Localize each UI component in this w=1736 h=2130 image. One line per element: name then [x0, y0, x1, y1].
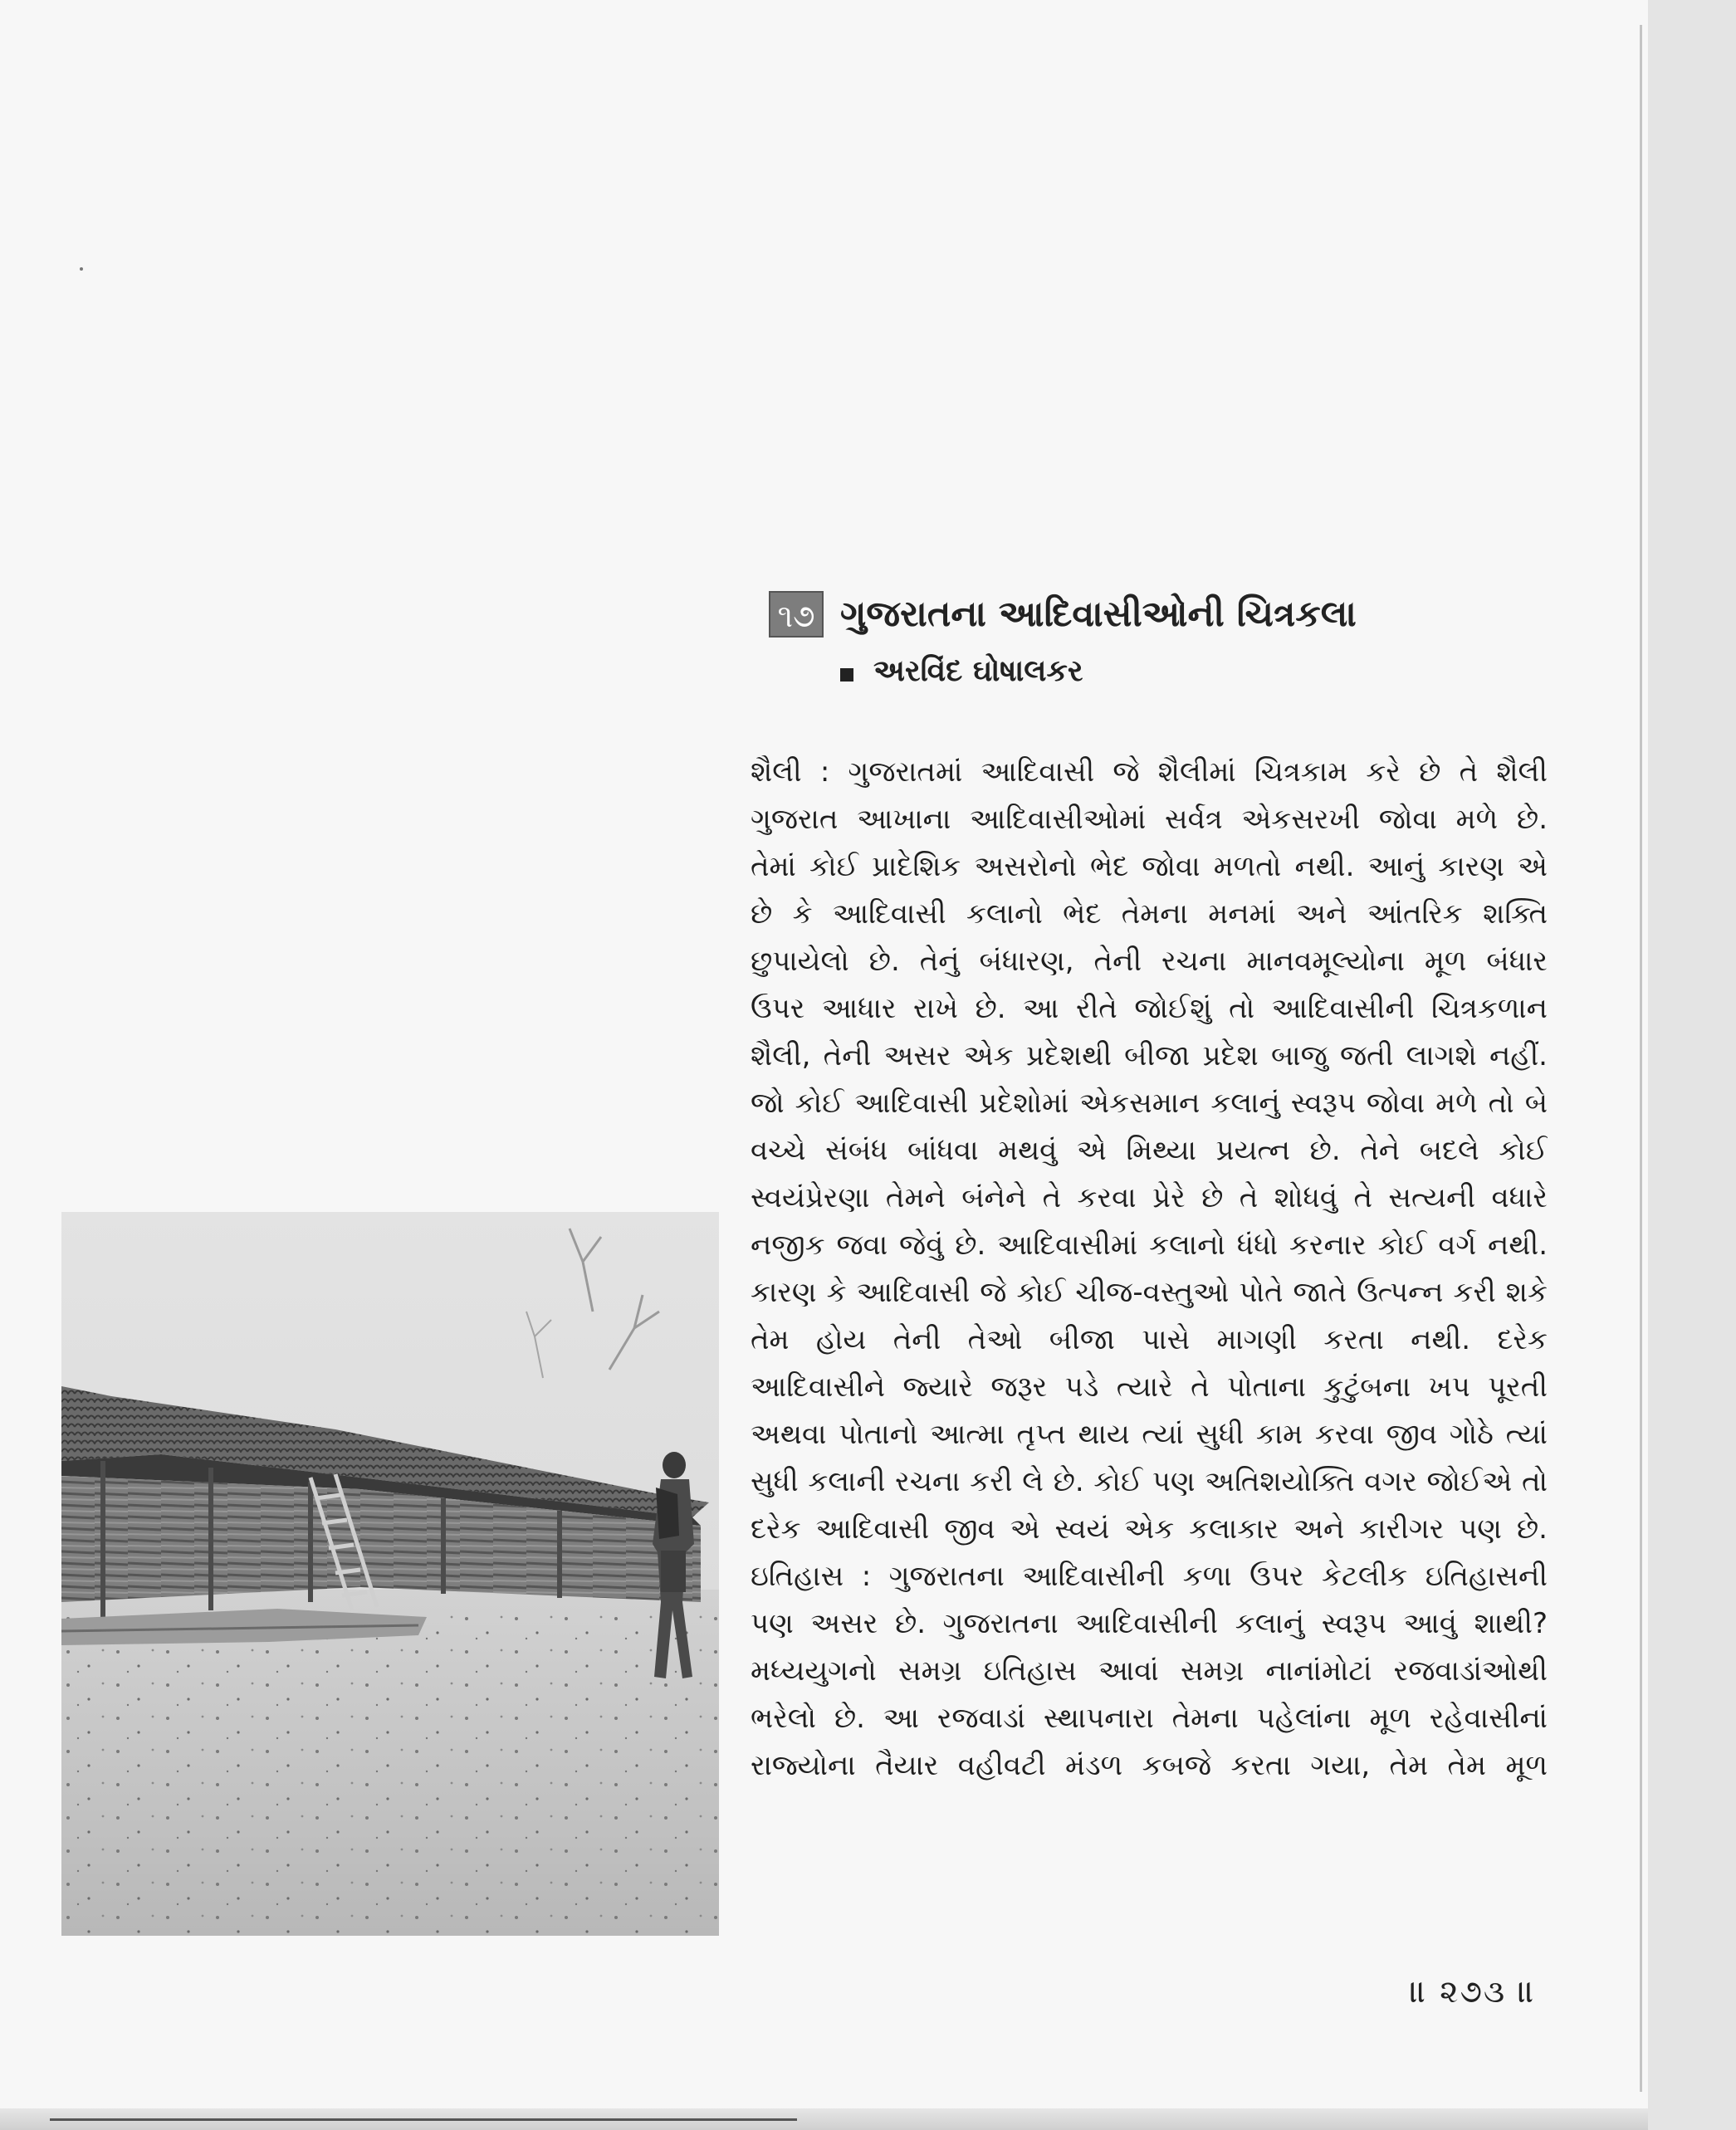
body-line: નજીક જવા જેવું છે. આદિવાસીમાં કલાનો ધંધો કરનાર કોઈ વર્ગ નથી.	[751, 1229, 1548, 1262]
body-line: સ્વયંપ્રેરણા તેમને બંનેને તે કરવા પ્રેરે છે તે શોધવું તે સત્યની વધારે	[751, 1181, 1548, 1214]
body-line: શૈલી, તેની અસર એક પ્રદેશથી બીજા પ્રદેશ બાજુ જતી લાગશે નહીં.	[751, 1039, 1548, 1072]
body-line: શૈલી : ગુજરાતમાં આદિવાસી જે શૈલીમાં ચિત્રકામ કરે છે તે શૈલી	[751, 755, 1548, 789]
body-line: તેમ હોય તેની તેઓ બીજા પાસે માગણી કરતા નથી. દરેક	[751, 1323, 1548, 1356]
body-line: આદિવાસીને જ્યારે જરૂર પડે ત્યારે તે પોતાના કુટુંબના ખપ પૂરતી	[751, 1370, 1548, 1404]
photograph-tribal-hut	[61, 1212, 719, 1936]
body-line: ઇતિહાસ : ગુજરાતના આદિવાસીની કળા ઉપર કેટલીક ઇતિહાસની	[751, 1560, 1548, 1593]
body-line: કારણ કે આદિવાસી જે કોઈ ચીજ-વસ્તુઓ પોતે જાતે ઉત્પન્ન કરી શકે	[751, 1276, 1548, 1309]
body-line: જો કોઈ આદિવાસી પ્રદેશોમાં એકસમાન કલાનું સ્વરૂપ જોવા મળે તો બે	[751, 1087, 1548, 1120]
speck	[80, 267, 83, 271]
body-line: ભરેલો છે. આ રજવાડાં સ્થાપનારા તેમના પહેલાંના મૂળ રહેવાસીનાં	[751, 1702, 1548, 1735]
body-line: તેમાં કોઈ પ્રાદેશિક અસરોનો ભેદ જોવા મળતો નથી. આનું કારણ એ	[751, 850, 1548, 883]
author-line	[840, 651, 1083, 692]
chapter-title: ગુજરાતના આદિવાસીઓની ચિત્રકલા	[840, 594, 1357, 635]
body-line: ગુજરાત આખાના આદિવાસીઓમાં સર્વત્ર એકસરખી જોવા મળે છે.	[751, 803, 1548, 836]
body-line: સુધી કલાની રચના કરી લે છે. કોઈ પણ અતિશયોક્તિ વગર જોઈએ તો	[751, 1465, 1548, 1498]
scan-right-margin	[1648, 0, 1736, 2130]
body-line: મધ્યયુગનો સમગ્ર ઇતિહાસ આવાં સમગ્ર નાનાંમોટાં રજવાડાંઓથી	[751, 1654, 1548, 1688]
body-line: અથવા પોતાનો આત્મા તૃપ્ત થાય ત્યાં સુધી કામ કરવા જીવ ગોઠે ત્યાં	[751, 1418, 1548, 1451]
body-line: દરેક આદિવાસી જીવ એ સ્વયં એક કલાકાર અને કારીગર પણ છે.	[751, 1512, 1548, 1546]
body-line: પણ અસર છે. ગુજરાતના આદિવાસીની કલાનું સ્વરૂપ આવું શાથી?	[751, 1607, 1548, 1640]
body-line: ઉપર આધાર રાખે છે. આ રીતે જોઈશું તો આદિવાસીની ચિત્રકળાન	[751, 992, 1548, 1025]
article-body	[751, 749, 1548, 1790]
scan-edge-line	[50, 2118, 797, 2121]
square-bullet-icon	[840, 668, 853, 682]
body-line: વચ્ચે સંબંધ બાંધવા મથવું એ મિથ્યા પ્રયત્ન છે. તેને બદલે કોઈ	[751, 1134, 1548, 1167]
chapter-number: ૧૭	[769, 591, 824, 638]
author-name: અરવિંદ ઘોષાલકર	[873, 654, 1083, 688]
page-edge	[1640, 25, 1642, 2092]
body-line: રાજ્યોના તૈયાર વહીવટી મંડળ કબજે કરતા ગયા, તેમ તેમ મૂળ	[751, 1749, 1548, 1782]
body-line: છુપાયેલો છે. તેનું બંધારણ, તેની રચના માનવમૂલ્યોના મૂળ બંધાર	[751, 945, 1548, 978]
body-line: છે કે આદિવાસી કલાનો ભેદ તેમના મનમાં અને આંતરિક શક્તિ	[751, 897, 1548, 931]
page-number: ॥ ૨૭૩ ॥	[1410, 1973, 1537, 2010]
